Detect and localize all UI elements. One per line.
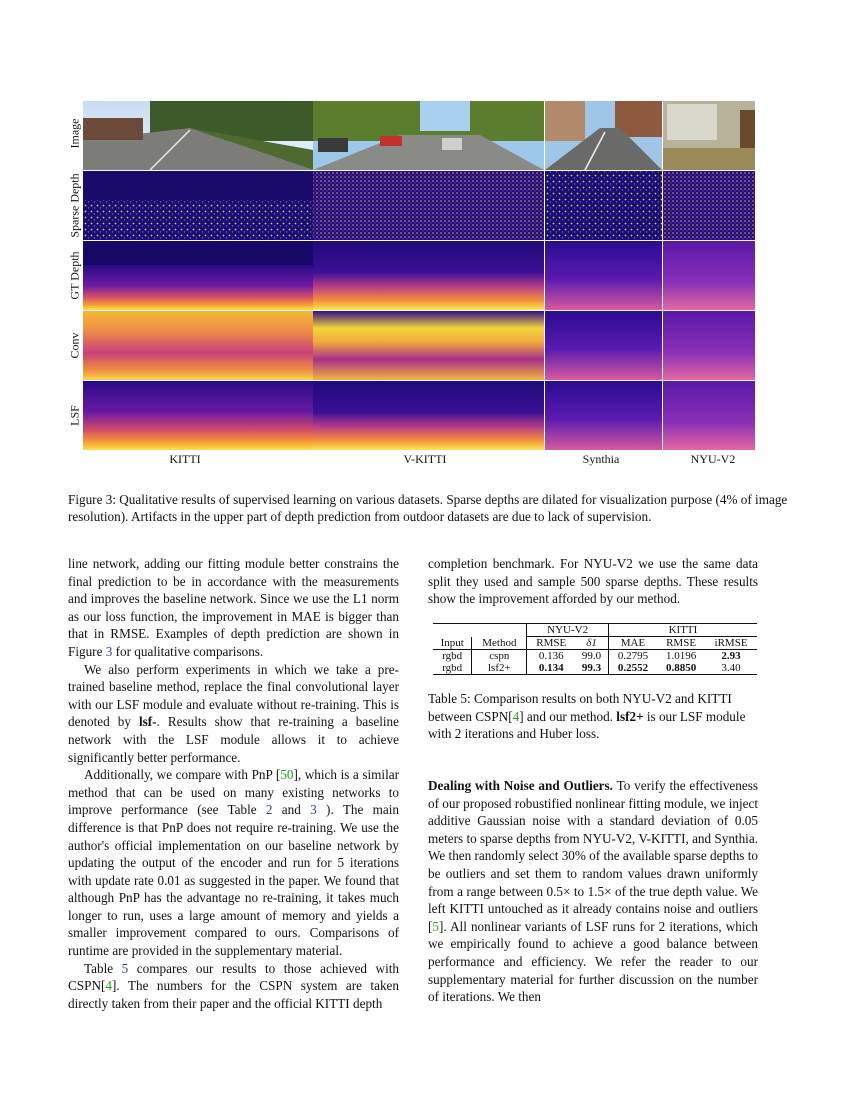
right-column-top (428, 555, 758, 608)
row-lsf (83, 381, 755, 450)
group-header-nyu: NYU-V2 (527, 624, 609, 637)
figure-grid (0, 0, 850, 470)
results-table (433, 623, 757, 675)
col-header: RMSE (536, 637, 567, 649)
paragraph: Table 5 compares our results to those achieved with CSPN[4]. The numbers for the CSPN system are taken directly taken from their paper and the official KITTI depth (68, 960, 400, 1011)
col-header: Method (472, 637, 527, 650)
citation-ref[interactable]: 4 (105, 978, 112, 994)
row-gt-depth (83, 241, 755, 310)
col-header: δ1 (575, 637, 608, 650)
row-label-sparse-depth: Sparse Depth (67, 173, 82, 238)
row-label-conv: Conv (67, 332, 82, 359)
row-label-lsf: LSF (67, 405, 82, 426)
col-header: Input (433, 637, 472, 650)
col-label-nyu: NYU-V2 (690, 452, 736, 466)
col-label-vkitti: V-KITTI (403, 452, 447, 466)
paragraph: Additionally, we compare with PnP [50], which is a similar method that can be used on many existing networks to improve performance (see Table 2 and 3 ). The main difference is that PnP does not require re-training. We use the author's official implementation on our baseline network by updating the output of the encoder and run for 5 iterations with update rate 0.01 as suggested in the paper. We found that although PnP has the advantage no re-training, it takes much longer to run, uses a large amount of memory and yields a smaller improvement compared to ours. Comparisons of runtime are provided in the supplementary material. (68, 767, 399, 959)
table-ref[interactable]: 5 (121, 960, 129, 976)
kitti-image (83, 101, 313, 170)
col-header: RMSE (666, 637, 697, 649)
table-ref[interactable]: 3 (310, 802, 317, 818)
row-label-image: Image (67, 118, 82, 149)
table-row: rgbd lsf2+ 0.134 99.3 0.2552 0.8850 3.40 (433, 662, 757, 675)
section-heading: Dealing with Noise and Outliers. (428, 778, 613, 793)
citation-ref[interactable]: 5 (432, 918, 439, 934)
row-image (83, 101, 755, 170)
row-label-gt-depth: GT Depth (67, 251, 82, 300)
col-header: iRMSE (714, 637, 748, 649)
paragraph: Dealing with Noise and Outliers. To verify the effectiveness of our proposed robustified nonlinear fitting module, we inject additive Gaussian noise with a standard deviation of 0.05 meters to sparse depths from NYU-V2, V-KITTI, and Synthia. We then randomly select 30% of the available sparse depths to be outliers and set them to random values drawn uniformly from a range between 0.5× to 1.5× of the true depth value. We left KITTI untouched as it already contains noise and outliers [5]. All nonlinear variants of LSF runs for 2 iterations, which we empirically found to achieve a good balance between performance and efficiency. We refer the reader to our supplementary material for further discussion on the number of iterations. We then (428, 778, 758, 1005)
table-ref[interactable]: 2 (265, 802, 273, 818)
paragraph: line network, adding our fitting module better constrains the final prediction to be in accordance with the measurements and improves the baseline network. Since we use the L1 norm as our loss function, the improvement in MAE is bigger than that in RMSE. Examples of depth prediction are shown in Figure 3 for qualitative comparisons. (68, 556, 399, 659)
vkitti-image (313, 101, 544, 170)
col-label-kitti: KITTI (169, 452, 201, 466)
figure-caption: Figure 3: Qualitative results of supervised learning on various datasets. Sparse depths are dilated for visualization purpose (4% of image resolution). Artifacts in the upper part of depth prediction from outdoor datasets are due to lack of supervision. (68, 492, 788, 524)
row-sparse-depth (83, 171, 755, 240)
col-header: MAE (620, 637, 646, 649)
citation-ref[interactable]: 50 (280, 767, 294, 783)
paragraph: completion benchmark. For NYU-V2 we use the same data split they used and sample 500 sparse depths. These results show the improvement afforded by our method. (428, 556, 758, 607)
col-label-synthia: Synthia (582, 452, 620, 466)
row-conv (83, 311, 755, 380)
synthia-image (545, 101, 662, 170)
nyu-image (663, 101, 755, 170)
figure-ref[interactable]: 3 (105, 643, 113, 659)
group-header-kitti: KITTI (608, 624, 757, 637)
left-column (68, 555, 399, 1012)
paragraph: We also perform experiments in which we take a pre-trained baseline method, replace the final convolutional layer with our LSF module and evaluate without re-training. This is denoted by lsf-. Results show that re-training a baseline network with the LSF module allows it to achieve significantly better performance. (68, 661, 399, 765)
citation-ref[interactable]: 4 (512, 708, 520, 724)
right-column-bottom (428, 777, 758, 1006)
table-caption: Table 5: Comparison results on both NYU-V2 and KITTI between CSPN[4] and our method. lsf2+ is our LSF module with 2 iterations and Huber loss. (428, 691, 746, 742)
table-row: rgbd cspn 0.136 99.0 0.2795 1.0196 2.93 (433, 650, 757, 663)
